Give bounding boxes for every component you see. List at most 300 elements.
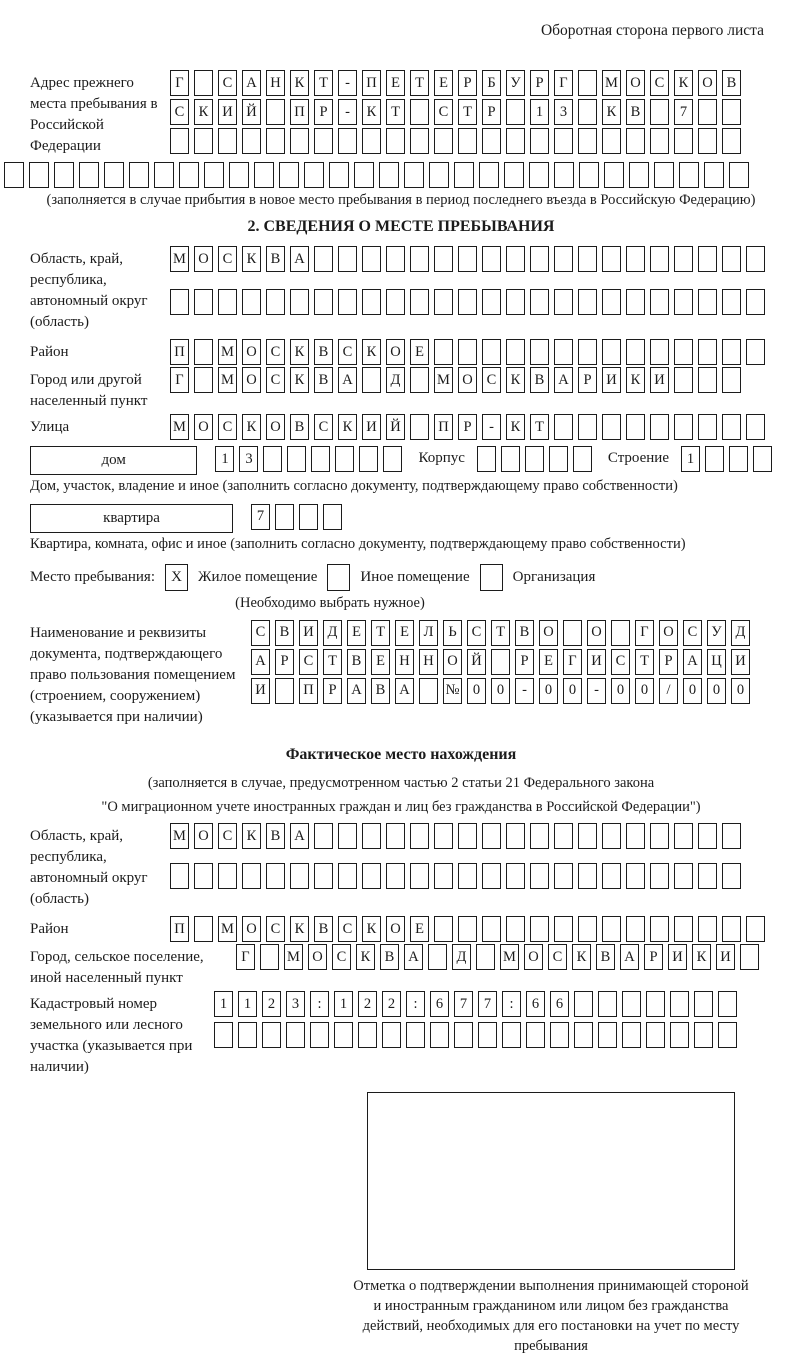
char-cell[interactable] xyxy=(602,823,621,849)
char-cell[interactable] xyxy=(722,414,741,440)
char-cell[interactable] xyxy=(694,1022,713,1048)
char-cell[interactable] xyxy=(530,289,549,315)
char-cell[interactable]: В xyxy=(290,414,309,440)
char-cell[interactable] xyxy=(170,128,189,154)
char-cell[interactable]: 6 xyxy=(430,991,449,1017)
char-cell[interactable] xyxy=(650,414,669,440)
char-cell[interactable]: Т xyxy=(410,70,429,96)
char-cell[interactable]: 0 xyxy=(731,678,750,704)
char-cell[interactable]: К xyxy=(506,414,525,440)
char-cell[interactable]: О xyxy=(194,414,213,440)
char-cell[interactable]: И xyxy=(650,367,669,393)
char-cell[interactable]: Т xyxy=(491,620,510,646)
char-cell[interactable] xyxy=(526,1022,545,1048)
char-cell[interactable] xyxy=(382,1022,401,1048)
char-cell[interactable]: А xyxy=(683,649,702,675)
char-cell[interactable]: К xyxy=(362,99,381,125)
char-cell[interactable] xyxy=(310,1022,329,1048)
char-cell[interactable] xyxy=(554,162,574,188)
char-cell[interactable] xyxy=(740,944,759,970)
char-cell[interactable]: 0 xyxy=(707,678,726,704)
char-cell[interactable] xyxy=(338,289,357,315)
char-cell[interactable] xyxy=(718,991,737,1017)
char-cell[interactable]: Г xyxy=(635,620,654,646)
char-cell[interactable]: К xyxy=(572,944,591,970)
char-cell[interactable] xyxy=(358,1022,377,1048)
char-cell[interactable]: П xyxy=(362,70,381,96)
char-cell[interactable] xyxy=(578,128,597,154)
char-cell[interactable] xyxy=(722,339,741,365)
char-cell[interactable]: - xyxy=(482,414,501,440)
char-cell[interactable] xyxy=(214,1022,233,1048)
char-cell[interactable] xyxy=(529,162,549,188)
char-cell[interactable]: М xyxy=(500,944,519,970)
char-cell[interactable] xyxy=(428,944,447,970)
char-cell[interactable]: К xyxy=(674,70,693,96)
char-cell[interactable] xyxy=(530,339,549,365)
char-cell[interactable] xyxy=(434,916,453,942)
char-cell[interactable]: М xyxy=(602,70,621,96)
char-cell[interactable]: Т xyxy=(635,649,654,675)
char-cell[interactable] xyxy=(434,863,453,889)
char-cell[interactable]: Б xyxy=(482,70,501,96)
char-cell[interactable]: М xyxy=(170,823,189,849)
char-cell[interactable] xyxy=(598,991,617,1017)
char-cell[interactable] xyxy=(626,823,645,849)
char-cell[interactable] xyxy=(362,863,381,889)
char-cell[interactable] xyxy=(29,162,49,188)
char-cell[interactable]: Г xyxy=(236,944,255,970)
char-cell[interactable]: О xyxy=(539,620,558,646)
char-cell[interactable]: У xyxy=(506,70,525,96)
char-cell[interactable] xyxy=(362,246,381,272)
char-cell[interactable] xyxy=(383,446,402,472)
char-cell[interactable]: Р xyxy=(515,649,534,675)
char-cell[interactable] xyxy=(430,1022,449,1048)
char-cell[interactable] xyxy=(238,1022,257,1048)
char-cell[interactable] xyxy=(275,504,294,530)
char-cell[interactable] xyxy=(578,289,597,315)
char-cell[interactable] xyxy=(674,128,693,154)
char-cell[interactable] xyxy=(386,289,405,315)
char-cell[interactable]: 1 xyxy=(681,446,700,472)
char-cell[interactable] xyxy=(674,823,693,849)
char-cell[interactable]: 7 xyxy=(251,504,270,530)
char-cell[interactable] xyxy=(602,289,621,315)
char-cell[interactable] xyxy=(479,162,499,188)
char-cell[interactable]: В xyxy=(371,678,390,704)
char-cell[interactable]: П xyxy=(170,916,189,942)
char-cell[interactable] xyxy=(698,823,717,849)
char-cell[interactable]: А xyxy=(290,246,309,272)
char-cell[interactable] xyxy=(622,991,641,1017)
char-cell[interactable] xyxy=(650,128,669,154)
char-cell[interactable] xyxy=(242,863,261,889)
char-cell[interactable] xyxy=(266,99,285,125)
char-cell[interactable] xyxy=(578,339,597,365)
char-cell[interactable]: М xyxy=(218,916,237,942)
char-cell[interactable]: А xyxy=(620,944,639,970)
char-cell[interactable]: П xyxy=(290,99,309,125)
char-cell[interactable]: С xyxy=(338,339,357,365)
char-cell[interactable] xyxy=(338,128,357,154)
char-cell[interactable] xyxy=(506,128,525,154)
char-cell[interactable] xyxy=(694,991,713,1017)
char-cell[interactable]: С xyxy=(218,70,237,96)
char-cell[interactable] xyxy=(338,246,357,272)
char-cell[interactable]: К xyxy=(290,70,309,96)
char-cell[interactable]: К xyxy=(362,916,381,942)
char-cell[interactable]: С xyxy=(332,944,351,970)
char-cell[interactable] xyxy=(410,289,429,315)
char-cell[interactable]: С xyxy=(683,620,702,646)
char-cell[interactable]: К xyxy=(242,823,261,849)
char-cell[interactable] xyxy=(204,162,224,188)
char-cell[interactable]: К xyxy=(290,367,309,393)
char-cell[interactable] xyxy=(574,991,593,1017)
char-cell[interactable]: 2 xyxy=(358,991,377,1017)
char-cell[interactable] xyxy=(170,863,189,889)
char-cell[interactable]: В xyxy=(380,944,399,970)
char-cell[interactable] xyxy=(650,339,669,365)
char-cell[interactable] xyxy=(482,916,501,942)
char-cell[interactable] xyxy=(650,916,669,942)
char-cell[interactable] xyxy=(329,162,349,188)
char-cell[interactable] xyxy=(170,289,189,315)
char-cell[interactable] xyxy=(650,246,669,272)
char-cell[interactable]: К xyxy=(356,944,375,970)
char-cell[interactable] xyxy=(458,339,477,365)
char-cell[interactable] xyxy=(290,863,309,889)
char-cell[interactable] xyxy=(410,367,429,393)
char-cell[interactable] xyxy=(287,446,306,472)
char-cell[interactable] xyxy=(626,246,645,272)
char-cell[interactable] xyxy=(478,1022,497,1048)
char-cell[interactable]: О xyxy=(308,944,327,970)
char-cell[interactable] xyxy=(670,1022,689,1048)
char-cell[interactable] xyxy=(698,246,717,272)
char-cell[interactable]: С xyxy=(218,414,237,440)
char-cell[interactable] xyxy=(311,446,330,472)
char-cell[interactable] xyxy=(674,246,693,272)
char-cell[interactable] xyxy=(404,162,424,188)
char-cell[interactable] xyxy=(626,916,645,942)
char-cell[interactable] xyxy=(54,162,74,188)
char-cell[interactable]: П xyxy=(434,414,453,440)
char-cell[interactable]: О xyxy=(458,367,477,393)
char-cell[interactable]: А xyxy=(404,944,423,970)
char-cell[interactable] xyxy=(254,162,274,188)
char-cell[interactable] xyxy=(482,339,501,365)
char-cell[interactable]: Р xyxy=(458,414,477,440)
char-cell[interactable] xyxy=(506,339,525,365)
char-cell[interactable] xyxy=(338,863,357,889)
char-cell[interactable] xyxy=(410,99,429,125)
char-cell[interactable] xyxy=(379,162,399,188)
char-cell[interactable] xyxy=(194,70,213,96)
char-cell[interactable] xyxy=(602,414,621,440)
char-cell[interactable]: В xyxy=(515,620,534,646)
char-cell[interactable]: К xyxy=(242,414,261,440)
char-cell[interactable] xyxy=(194,916,213,942)
char-cell[interactable]: 1 xyxy=(214,991,233,1017)
char-cell[interactable] xyxy=(506,99,525,125)
char-cell[interactable] xyxy=(746,339,765,365)
char-cell[interactable] xyxy=(650,863,669,889)
char-cell[interactable]: В xyxy=(626,99,645,125)
char-cell[interactable]: Д xyxy=(452,944,471,970)
char-cell[interactable] xyxy=(454,162,474,188)
char-cell[interactable]: С xyxy=(611,649,630,675)
char-cell[interactable]: С xyxy=(467,620,486,646)
char-cell[interactable]: Й xyxy=(242,99,261,125)
char-cell[interactable] xyxy=(753,446,772,472)
char-cell[interactable]: Й xyxy=(386,414,405,440)
char-cell[interactable] xyxy=(386,128,405,154)
char-cell[interactable] xyxy=(362,367,381,393)
char-cell[interactable]: 7 xyxy=(674,99,693,125)
char-cell[interactable] xyxy=(279,162,299,188)
char-cell[interactable]: Т xyxy=(371,620,390,646)
char-cell[interactable] xyxy=(670,991,689,1017)
char-cell[interactable] xyxy=(598,1022,617,1048)
char-cell[interactable] xyxy=(729,162,749,188)
char-cell[interactable]: Р xyxy=(659,649,678,675)
char-cell[interactable] xyxy=(434,823,453,849)
char-cell[interactable] xyxy=(334,1022,353,1048)
char-cell[interactable]: Р xyxy=(458,70,477,96)
char-cell[interactable]: 3 xyxy=(554,99,573,125)
char-cell[interactable]: Г xyxy=(563,649,582,675)
char-cell[interactable]: Р xyxy=(482,99,501,125)
char-cell[interactable]: Р xyxy=(578,367,597,393)
char-cell[interactable] xyxy=(266,128,285,154)
char-cell[interactable] xyxy=(578,246,597,272)
char-cell[interactable]: И xyxy=(731,649,750,675)
char-cell[interactable] xyxy=(458,863,477,889)
char-cell[interactable]: С xyxy=(650,70,669,96)
char-cell[interactable]: Т xyxy=(323,649,342,675)
char-cell[interactable] xyxy=(650,289,669,315)
char-cell[interactable]: К xyxy=(692,944,711,970)
char-cell[interactable] xyxy=(626,863,645,889)
char-cell[interactable]: У xyxy=(707,620,726,646)
char-cell[interactable]: Т xyxy=(530,414,549,440)
char-cell[interactable] xyxy=(698,414,717,440)
char-cell[interactable] xyxy=(698,367,717,393)
char-cell[interactable] xyxy=(482,289,501,315)
char-cell[interactable]: К xyxy=(506,367,525,393)
char-cell[interactable]: О xyxy=(443,649,462,675)
char-cell[interactable] xyxy=(194,339,213,365)
char-cell[interactable] xyxy=(554,246,573,272)
char-cell[interactable] xyxy=(263,446,282,472)
char-cell[interactable] xyxy=(335,446,354,472)
char-cell[interactable] xyxy=(578,916,597,942)
char-cell[interactable]: В xyxy=(596,944,615,970)
char-cell[interactable] xyxy=(362,823,381,849)
char-cell[interactable]: / xyxy=(659,678,678,704)
char-cell[interactable] xyxy=(434,289,453,315)
char-cell[interactable] xyxy=(79,162,99,188)
char-cell[interactable]: Е xyxy=(371,649,390,675)
char-cell[interactable]: А xyxy=(251,649,270,675)
char-cell[interactable] xyxy=(458,823,477,849)
char-cell[interactable] xyxy=(406,1022,425,1048)
char-cell[interactable] xyxy=(410,823,429,849)
char-cell[interactable] xyxy=(476,944,495,970)
char-cell[interactable]: Т xyxy=(386,99,405,125)
char-cell[interactable] xyxy=(578,414,597,440)
char-cell[interactable] xyxy=(746,289,765,315)
char-cell[interactable] xyxy=(746,414,765,440)
char-cell[interactable] xyxy=(554,339,573,365)
char-cell[interactable] xyxy=(386,823,405,849)
char-cell[interactable] xyxy=(698,99,717,125)
char-cell[interactable] xyxy=(266,863,285,889)
char-cell[interactable] xyxy=(674,916,693,942)
char-cell[interactable] xyxy=(554,289,573,315)
char-cell[interactable]: Г xyxy=(170,70,189,96)
char-cell[interactable]: И xyxy=(362,414,381,440)
char-cell[interactable]: : xyxy=(502,991,521,1017)
char-cell[interactable] xyxy=(314,246,333,272)
char-cell[interactable] xyxy=(550,1022,569,1048)
char-cell[interactable]: Е xyxy=(434,70,453,96)
char-cell[interactable]: 0 xyxy=(563,678,582,704)
char-cell[interactable]: Н xyxy=(266,70,285,96)
char-cell[interactable] xyxy=(602,339,621,365)
char-cell[interactable]: М xyxy=(218,339,237,365)
char-cell[interactable]: А xyxy=(395,678,414,704)
char-cell[interactable] xyxy=(362,289,381,315)
char-cell[interactable]: И xyxy=(299,620,318,646)
char-cell[interactable]: М xyxy=(218,367,237,393)
char-cell[interactable]: № xyxy=(443,678,462,704)
char-cell[interactable] xyxy=(722,128,741,154)
char-cell[interactable]: Д xyxy=(323,620,342,646)
char-cell[interactable] xyxy=(502,1022,521,1048)
char-cell[interactable]: С xyxy=(482,367,501,393)
char-cell[interactable] xyxy=(530,916,549,942)
char-cell[interactable]: : xyxy=(310,991,329,1017)
char-cell[interactable]: С xyxy=(314,414,333,440)
char-cell[interactable]: Е xyxy=(386,70,405,96)
char-cell[interactable]: В xyxy=(266,823,285,849)
char-cell[interactable] xyxy=(260,944,279,970)
char-cell[interactable]: К xyxy=(362,339,381,365)
char-cell[interactable] xyxy=(674,339,693,365)
stay-option-organization-checkbox[interactable] xyxy=(480,564,503,591)
char-cell[interactable] xyxy=(650,99,669,125)
char-cell[interactable] xyxy=(554,916,573,942)
char-cell[interactable]: О xyxy=(386,916,405,942)
char-cell[interactable]: Ь xyxy=(443,620,462,646)
char-cell[interactable] xyxy=(129,162,149,188)
char-cell[interactable]: О xyxy=(587,620,606,646)
char-cell[interactable]: Е xyxy=(347,620,366,646)
stay-option-other-checkbox[interactable] xyxy=(327,564,350,591)
char-cell[interactable]: А xyxy=(554,367,573,393)
char-cell[interactable] xyxy=(314,128,333,154)
char-cell[interactable]: М xyxy=(170,414,189,440)
char-cell[interactable]: Т xyxy=(314,70,333,96)
char-cell[interactable]: Н xyxy=(419,649,438,675)
char-cell[interactable]: О xyxy=(524,944,543,970)
char-cell[interactable]: С xyxy=(338,916,357,942)
char-cell[interactable] xyxy=(458,289,477,315)
char-cell[interactable] xyxy=(679,162,699,188)
char-cell[interactable]: А xyxy=(242,70,261,96)
char-cell[interactable]: С xyxy=(266,367,285,393)
char-cell[interactable] xyxy=(419,678,438,704)
char-cell[interactable] xyxy=(525,446,544,472)
char-cell[interactable]: 1 xyxy=(215,446,234,472)
char-cell[interactable] xyxy=(194,128,213,154)
char-cell[interactable]: Н xyxy=(395,649,414,675)
char-cell[interactable] xyxy=(554,823,573,849)
char-cell[interactable] xyxy=(454,1022,473,1048)
char-cell[interactable]: В xyxy=(314,916,333,942)
char-cell[interactable]: И xyxy=(251,678,270,704)
char-cell[interactable]: О xyxy=(242,916,261,942)
char-cell[interactable]: Р xyxy=(314,99,333,125)
char-cell[interactable]: Р xyxy=(644,944,663,970)
char-cell[interactable]: С xyxy=(299,649,318,675)
char-cell[interactable] xyxy=(602,246,621,272)
char-cell[interactable]: 1 xyxy=(334,991,353,1017)
char-cell[interactable] xyxy=(626,414,645,440)
char-cell[interactable] xyxy=(563,620,582,646)
char-cell[interactable] xyxy=(722,863,741,889)
char-cell[interactable]: 0 xyxy=(539,678,558,704)
char-cell[interactable] xyxy=(530,823,549,849)
char-cell[interactable] xyxy=(458,246,477,272)
char-cell[interactable] xyxy=(554,414,573,440)
stay-option-residential-checkbox[interactable]: X xyxy=(165,564,188,591)
char-cell[interactable] xyxy=(573,446,592,472)
char-cell[interactable] xyxy=(722,289,741,315)
char-cell[interactable] xyxy=(314,289,333,315)
char-cell[interactable] xyxy=(602,863,621,889)
char-cell[interactable] xyxy=(554,863,573,889)
char-cell[interactable] xyxy=(410,128,429,154)
char-cell[interactable] xyxy=(698,863,717,889)
char-cell[interactable] xyxy=(491,649,510,675)
char-cell[interactable]: - xyxy=(587,678,606,704)
char-cell[interactable] xyxy=(722,823,741,849)
char-cell[interactable]: О xyxy=(194,823,213,849)
char-cell[interactable]: В xyxy=(314,339,333,365)
char-cell[interactable]: - xyxy=(515,678,534,704)
char-cell[interactable]: П xyxy=(170,339,189,365)
char-cell[interactable]: Л xyxy=(419,620,438,646)
char-cell[interactable]: К xyxy=(290,339,309,365)
char-cell[interactable] xyxy=(290,128,309,154)
char-cell[interactable] xyxy=(579,162,599,188)
char-cell[interactable] xyxy=(504,162,524,188)
char-cell[interactable] xyxy=(4,162,24,188)
char-cell[interactable]: К xyxy=(626,367,645,393)
char-cell[interactable]: К xyxy=(602,99,621,125)
char-cell[interactable]: В xyxy=(722,70,741,96)
char-cell[interactable] xyxy=(458,916,477,942)
char-cell[interactable] xyxy=(629,162,649,188)
char-cell[interactable] xyxy=(698,128,717,154)
char-cell[interactable] xyxy=(482,246,501,272)
char-cell[interactable] xyxy=(578,863,597,889)
char-cell[interactable]: 6 xyxy=(550,991,569,1017)
